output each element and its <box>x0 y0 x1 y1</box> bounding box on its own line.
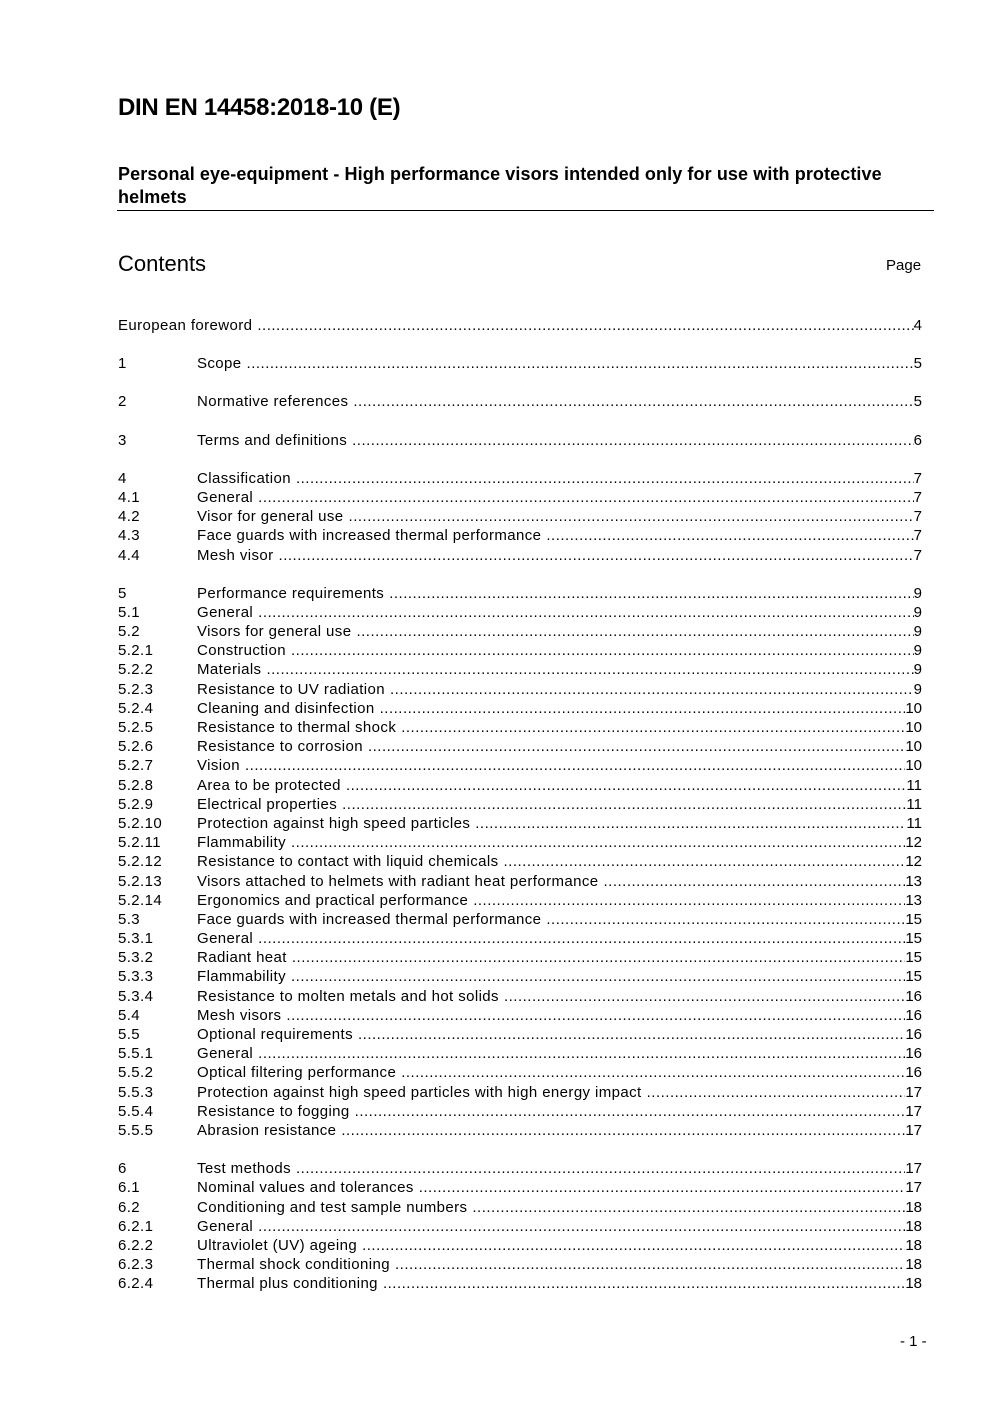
toc-dot-leader <box>266 660 913 679</box>
toc-entry-title: Construction <box>197 642 287 660</box>
toc-entry-page: 11 <box>906 776 922 794</box>
toc-dot-leader <box>296 1159 905 1178</box>
toc-entry-number: 5.2.2 <box>118 661 154 679</box>
toc-dot-leader <box>401 718 905 737</box>
toc-entry-number: 5.2.7 <box>118 757 154 775</box>
toc-dot-leader <box>419 1178 906 1197</box>
toc-entry-title: Ergonomics and practical performance <box>197 891 469 909</box>
toc-entry[interactable] <box>118 1006 922 1025</box>
toc-entry[interactable] <box>118 776 922 795</box>
toc-entry[interactable] <box>118 737 922 756</box>
toc-entry-number: 5.2.6 <box>118 738 154 756</box>
toc-entry-page: 18 <box>905 1275 922 1293</box>
toc-dot-leader <box>258 929 905 948</box>
toc-entry[interactable] <box>118 680 922 699</box>
toc-entry-number: 5.3 <box>118 910 141 928</box>
toc-entry[interactable] <box>118 431 922 450</box>
toc-entry-number: 4.1 <box>118 488 141 506</box>
toc-entry-page: 11 <box>906 795 922 813</box>
toc-entry-number: 3 <box>118 431 127 449</box>
toc-entry[interactable] <box>118 622 922 641</box>
toc-dot-leader <box>546 910 905 929</box>
toc-dot-leader <box>296 469 914 488</box>
toc-entry-title: Radiant heat <box>197 949 287 967</box>
toc-entry-number: 5.2.5 <box>118 719 154 736</box>
toc-entry[interactable] <box>118 1255 922 1274</box>
toc-entry-title: Resistance to thermal shock <box>197 719 397 736</box>
toc-entry-title: Optical filtering performance <box>197 1064 397 1082</box>
toc-entry-title: Area to be protected <box>197 776 341 794</box>
toc-entry-page: 7 <box>913 469 922 487</box>
toc-entry-title: Electrical properties <box>197 795 338 813</box>
toc-entry-number: 5 <box>118 584 127 602</box>
toc-entry[interactable] <box>118 1121 922 1140</box>
toc-entry[interactable] <box>118 756 922 775</box>
toc-entry-number: 5.3.4 <box>118 987 154 1005</box>
toc-entry-title: Nominal values and tolerances <box>197 1179 414 1197</box>
toc-entry-number: 5.5.1 <box>118 1045 154 1063</box>
toc-dot-leader <box>546 526 913 545</box>
toc-entry-page: 9 <box>913 603 922 621</box>
toc-entry[interactable] <box>118 795 922 814</box>
toc-dot-leader <box>247 354 914 373</box>
toc-entry[interactable] <box>118 1025 922 1044</box>
toc-entry-number: 5.2.14 <box>118 891 163 909</box>
toc-dot-leader <box>258 1217 905 1236</box>
toc-entry-page: 10 <box>905 699 922 717</box>
toc-entry-title: Resistance to UV radiation <box>197 680 385 698</box>
toc-entry-title: Visors attached to helmets with radiant heat performance <box>197 872 599 890</box>
toc-entry-title: Face guards with increased thermal performance <box>197 910 542 928</box>
toc-entry-page: 9 <box>913 680 922 698</box>
toc-entry[interactable] <box>118 354 922 373</box>
toc-entry-page: 7 <box>913 488 922 506</box>
toc-entry-number: 5.4 <box>118 1006 141 1024</box>
toc-entry-number: 6.2 <box>118 1198 141 1216</box>
toc-entry-number: 5.2.3 <box>118 680 154 698</box>
toc-entry-page: 9 <box>913 642 922 660</box>
toc-dot-leader <box>355 1102 906 1121</box>
toc-dot-leader <box>349 507 914 526</box>
toc-entry[interactable] <box>118 929 922 948</box>
toc-entry[interactable] <box>118 814 922 833</box>
toc-dot-leader <box>342 795 906 814</box>
toc-entry-title: Resistance to fogging <box>197 1102 350 1120</box>
toc-entry-title: Resistance to corrosion <box>197 738 363 756</box>
toc-entry[interactable] <box>118 1083 922 1102</box>
footer-page-number: - 1 - <box>900 1333 927 1350</box>
toc-entry-page: 12 <box>905 853 922 871</box>
toc-dot-leader <box>472 1198 905 1217</box>
toc-entry-page: 15 <box>905 910 922 928</box>
toc-dot-leader <box>346 776 906 795</box>
toc-entry-page: 7 <box>913 508 922 526</box>
toc-entry-title: Flammability <box>197 968 286 986</box>
title-divider <box>117 210 934 211</box>
toc-dot-leader <box>604 872 906 891</box>
toc-dot-leader <box>473 891 905 910</box>
toc-entry-title: Thermal plus conditioning <box>197 1275 378 1293</box>
toc-entry-page: 16 <box>905 1045 922 1063</box>
toc-dot-leader <box>395 1255 905 1274</box>
toc-entry[interactable] <box>118 891 922 910</box>
toc-entry-title: Flammability <box>197 834 286 852</box>
toc-dot-leader <box>401 1063 905 1082</box>
toc-dot-leader <box>390 680 914 699</box>
toc-entry-title: Protection against high speed particles <box>197 814 471 832</box>
toc-dot-leader <box>291 967 905 986</box>
toc-entry-page: 17 <box>905 1121 922 1139</box>
toc-entry-number: 6.2.4 <box>118 1275 154 1293</box>
toc-dot-leader <box>475 814 906 833</box>
toc-dot-leader <box>380 699 906 718</box>
toc-entry-title: Mesh visors <box>197 1006 282 1024</box>
toc-entry[interactable] <box>118 1274 922 1293</box>
toc-entry-page: 15 <box>905 930 922 948</box>
toc-entry-page: 17 <box>905 1160 922 1178</box>
toc-entry-title: Normative references <box>197 393 349 411</box>
toc-entry[interactable] <box>118 1159 922 1178</box>
toc-entry-number: 5.5.3 <box>118 1083 154 1101</box>
toc-entry-number: 5.5.5 <box>118 1121 154 1139</box>
toc-entry-page: 11 <box>906 814 922 832</box>
toc-entry-number: 1 <box>118 355 127 373</box>
toc-dot-leader <box>341 1121 905 1140</box>
toc-entry-page: 7 <box>913 527 922 545</box>
toc-entry-title: Face guards with increased thermal performance <box>197 527 542 545</box>
toc-dot-leader <box>356 622 913 641</box>
contents-heading: Contents <box>118 251 207 276</box>
toc-entry-page: 18 <box>905 1217 922 1235</box>
toc-entry-page: 16 <box>905 1026 922 1043</box>
toc-dot-leader <box>286 1006 905 1025</box>
toc-entry-page: 16 <box>905 987 922 1005</box>
page-column-label: Page <box>886 257 922 274</box>
toc-entry-title: Abrasion resistance <box>197 1121 337 1139</box>
toc-entry[interactable] <box>118 584 922 603</box>
toc-entry-page: 18 <box>905 1256 922 1274</box>
toc-dot-leader <box>647 1083 906 1102</box>
toc-entry-page: 10 <box>905 738 922 756</box>
toc-entry-title: European foreword <box>118 317 253 334</box>
toc-entry-number: 4.4 <box>118 546 141 564</box>
toc-entry-page: 5 <box>913 355 922 373</box>
toc-entry-number: 5.5.4 <box>118 1102 154 1120</box>
toc-entry-page: 18 <box>905 1236 922 1254</box>
toc-entry-number: 4.2 <box>118 508 141 526</box>
toc-entry[interactable] <box>118 603 922 622</box>
toc-entry[interactable] <box>118 833 922 852</box>
toc-entry-title: Optional requirements <box>197 1026 353 1043</box>
toc-entry-number: 6 <box>118 1160 127 1178</box>
toc-entry-number: 6.2.2 <box>118 1236 154 1254</box>
toc-dot-leader <box>504 987 905 1006</box>
toc-dot-leader <box>389 584 913 603</box>
toc-dot-leader <box>368 737 905 756</box>
toc-entry-number: 5.2.12 <box>118 853 163 871</box>
toc-entry-page: 18 <box>905 1198 922 1216</box>
toc-entry-title: Resistance to contact with liquid chemicals <box>197 853 499 871</box>
toc-entry-title: Scope <box>197 355 242 373</box>
toc-entry-page: 15 <box>905 968 922 986</box>
toc-entry[interactable] <box>118 1217 922 1236</box>
toc-entry-title: General <box>197 1217 254 1235</box>
toc-entry-page: 13 <box>905 891 922 909</box>
toc-entry[interactable] <box>118 546 922 565</box>
toc-entry-title: Cleaning and disinfection <box>197 699 375 717</box>
toc-entry[interactable] <box>118 316 922 335</box>
toc-entry-page: 16 <box>905 1064 922 1082</box>
toc-entry-title: Terms and definitions <box>197 431 348 449</box>
toc-entry-number: 4 <box>118 469 127 487</box>
toc-entry-title: Materials <box>197 661 262 679</box>
toc-entry-number: 6.1 <box>118 1179 141 1197</box>
table-of-contents <box>118 316 922 1293</box>
toc-dot-leader <box>291 833 905 852</box>
document-title: DIN EN 14458:2018-10 (E) <box>118 94 401 121</box>
toc-entry[interactable] <box>118 699 922 718</box>
toc-entry-page: 9 <box>913 584 922 602</box>
toc-entry[interactable] <box>118 488 922 507</box>
toc-entry[interactable] <box>118 1102 922 1121</box>
toc-entry-number: 5.2.9 <box>118 795 154 813</box>
toc-entry-number: 5.2.13 <box>118 872 163 890</box>
toc-entry-number: 5.2.1 <box>118 642 154 660</box>
toc-entry-number: 5.3.2 <box>118 949 154 967</box>
toc-entry-title: Vision <box>197 757 240 775</box>
toc-entry-number: 5.5.2 <box>118 1064 154 1082</box>
toc-entry[interactable] <box>118 469 922 488</box>
toc-entry-number: 5.2 <box>118 623 141 641</box>
toc-entry[interactable] <box>118 910 922 929</box>
toc-dot-leader <box>383 1274 905 1293</box>
toc-entry[interactable] <box>118 507 922 526</box>
toc-dot-leader <box>292 948 905 967</box>
toc-dot-leader <box>258 1044 905 1063</box>
toc-entry-title: General <box>197 1045 254 1063</box>
toc-entry-number: 6.2.3 <box>118 1256 154 1274</box>
toc-entry-title: General <box>197 930 254 948</box>
toc-entry-title: Resistance to molten metals and hot solids <box>197 987 499 1005</box>
toc-entry-page: 6 <box>913 431 922 449</box>
toc-dot-leader <box>258 603 913 622</box>
toc-entry-page: 9 <box>913 661 922 679</box>
toc-entry-page: 5 <box>913 393 922 411</box>
toc-entry[interactable] <box>118 987 922 1006</box>
toc-dot-leader <box>353 392 913 411</box>
toc-entry-page: 7 <box>913 546 922 564</box>
toc-dot-leader <box>504 852 906 871</box>
toc-entry[interactable] <box>118 872 922 891</box>
toc-entry-title: General <box>197 488 254 506</box>
toc-entry[interactable] <box>118 1198 922 1217</box>
toc-entry-number: 5.5 <box>118 1026 141 1043</box>
toc-entry-title: Thermal shock conditioning <box>197 1256 390 1274</box>
toc-dot-leader <box>358 1025 905 1044</box>
toc-entry-number: 5.3.1 <box>118 930 154 948</box>
toc-entry[interactable] <box>118 948 922 967</box>
toc-entry-page: 17 <box>905 1102 922 1120</box>
toc-entry-page: 4 <box>913 317 922 334</box>
toc-entry[interactable] <box>118 1236 922 1255</box>
toc-entry[interactable] <box>118 718 922 737</box>
toc-dot-leader <box>245 756 905 775</box>
toc-entry-number: 5.2.11 <box>118 834 161 852</box>
toc-entry-number: 5.2.10 <box>118 814 163 832</box>
toc-dot-leader <box>279 546 914 565</box>
toc-entry-title: General <box>197 603 254 621</box>
toc-entry-title: Test methods <box>197 1160 292 1178</box>
toc-entry-page: 16 <box>905 1006 922 1024</box>
toc-dot-leader <box>362 1236 905 1255</box>
toc-dot-leader <box>291 641 914 660</box>
toc-entry-page: 13 <box>905 872 922 890</box>
toc-entry[interactable] <box>118 392 922 411</box>
toc-entry-number: 5.1 <box>118 603 141 621</box>
toc-entry-page: 17 <box>905 1083 922 1101</box>
toc-entry-title: Ultraviolet (UV) ageing <box>197 1236 358 1254</box>
toc-entry[interactable] <box>118 641 922 660</box>
toc-entry[interactable] <box>118 1178 922 1197</box>
toc-entry-number: 5.3.3 <box>118 968 154 986</box>
toc-entry-title: Performance requirements <box>197 584 385 602</box>
toc-dot-leader <box>352 431 914 450</box>
toc-entry[interactable] <box>118 967 922 986</box>
toc-entry[interactable] <box>118 660 922 679</box>
toc-entry[interactable] <box>118 1063 922 1082</box>
toc-dot-leader <box>258 488 913 507</box>
toc-entry[interactable] <box>118 1044 922 1063</box>
toc-entry-title: Visors for general use <box>197 623 352 641</box>
toc-entry-page: 10 <box>905 757 922 775</box>
toc-entry-page: 12 <box>905 834 922 852</box>
toc-entry-number: 6.2.1 <box>118 1217 154 1235</box>
document-subtitle: Personal eye-equipment - High performance visors intended only for use with protective helmets <box>118 164 882 207</box>
toc-entry-title: Mesh visor <box>197 546 274 564</box>
toc-entry-number: 2 <box>118 393 127 411</box>
toc-entry-title: Protection against high speed particles with high energy impact <box>197 1083 642 1101</box>
toc-entry-number: 4.3 <box>118 527 141 545</box>
toc-entry-number: 5.2.4 <box>118 699 154 717</box>
toc-entry[interactable] <box>118 852 922 871</box>
toc-entry-title: Visor for general use <box>197 508 344 526</box>
toc-entry[interactable] <box>118 526 922 545</box>
toc-dot-leader <box>257 316 913 335</box>
toc-entry-number: 5.2.8 <box>118 776 154 794</box>
toc-entry-page: 15 <box>905 949 922 967</box>
toc-entry-page: 17 <box>905 1179 922 1197</box>
toc-entry-title: Classification <box>197 469 291 487</box>
toc-entry-page: 9 <box>913 623 922 641</box>
toc-entry-title: Conditioning and test sample numbers <box>197 1198 468 1216</box>
toc-entry-page: 10 <box>905 719 922 736</box>
